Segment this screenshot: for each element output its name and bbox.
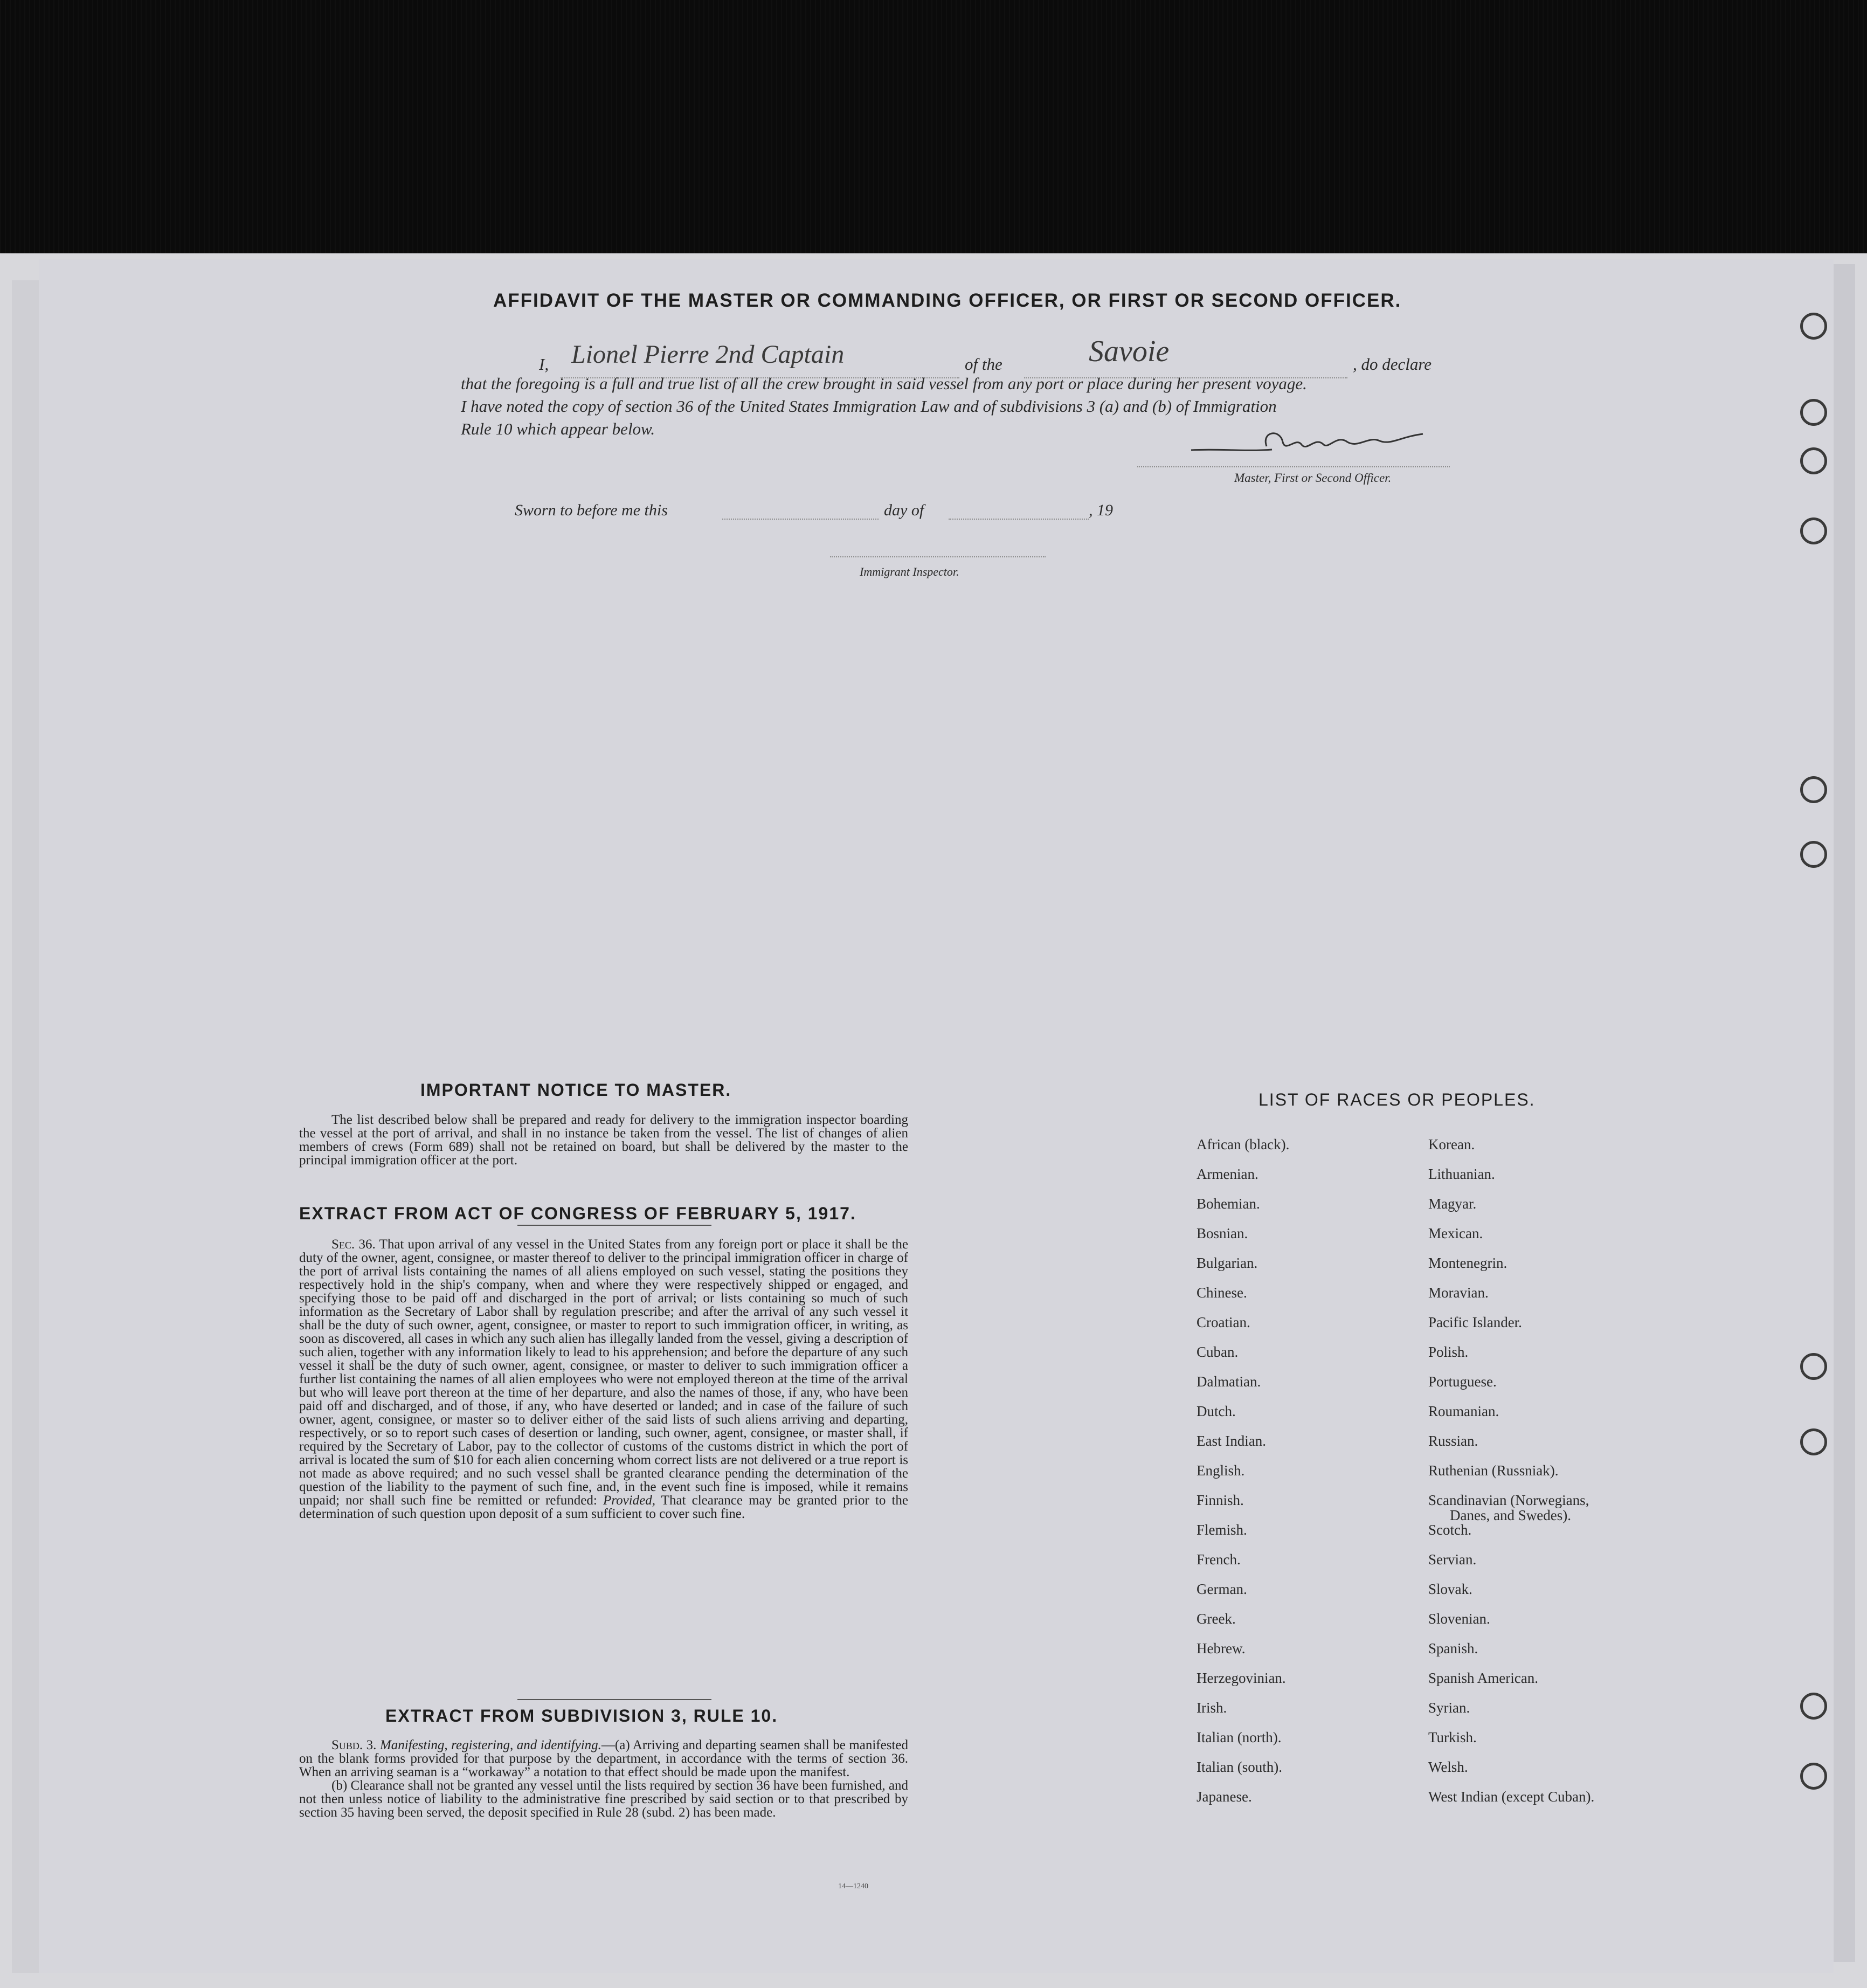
races-left-column: [1197, 1136, 1289, 1818]
race-item: Lithuanian.: [1428, 1166, 1495, 1182]
act-extract-title: EXTRACT FROM ACT OF CONGRESS OF FEBRUARY 5, 1917.: [299, 1204, 856, 1223]
subd-heading: Manifesting, registering, and identifying.: [379, 1738, 601, 1752]
race-item: Servian.: [1428, 1551, 1477, 1568]
race-item: Magyar.: [1428, 1196, 1477, 1212]
race-item: English.: [1197, 1462, 1245, 1479]
race-item: Scotch.: [1428, 1522, 1472, 1538]
race-item: East Indian.: [1197, 1433, 1266, 1449]
section-36-text: That upon arrival of any vessel in the United States from any foreign port or place it shall be the duty of the owner, agent, consignee, or master thereof to deliver to the principal immigration officer in charge of the port of arrival lists containing the names of all aliens employed on such vessel, stating the positions they respectively hold in the ship's company, when and where they were respectively shipped or engaged, and specifying those to be paid off and discharged in the port of arrival; or lists containing so much of such information as the Secretary of Labor shall by regulation prescribe; and after the arrival of any such vessel it shall be the duty of such owner, agent, consignee, or master to report to such immigration officer, in writing, as soon as discovered, all cases in which any such alien has illegally landed from the vessel, giving a description of such alien, together with any information likely to lead to his apprehension; and before the departure of any such vessel it shall be the duty of such owner, agent, consignee, or master to deliver to such immigration officer a further list containing the names of all alien employees who were not employed thereon at the time of the arrival but who will leave port thereon at the time of her departure, and also the names of those, if any, who have been paid off and discharged, and of those, if any, who have deserted or landed; and in case of the failure of such owner, agent, consignee, or master so to deliver either of the said lists of such aliens arriving and departing, respectively, or so to report such cases of desertion or landing, such owner, agent, consignee, or master shall, if required by the Secretary of Labor, pay to the collector of customs of the customs district in which the port of arrival is located the sum of $10 for each alien concerning whom correct lists are not delivered or a true report is not made as above required; and no such vessel shall be granted clearance pending the determination of the question of the liability to the payment of such fine, and, in the event such fine is imposed, while it remains unpaid; nor shall such fine be remitted or refunded:: [299, 1237, 908, 1508]
races-right-column: [1428, 1136, 1594, 1818]
race-item: Bohemian.: [1197, 1196, 1260, 1212]
year-label: , 19: [1089, 501, 1113, 519]
act-title-rule: [517, 1225, 711, 1226]
inspector-label: Immigrant Inspector.: [860, 565, 959, 578]
affidavit-title: AFFIDAVIT OF THE MASTER OR COMMANDING OFFICER, OR FIRST OR SECOND OFFICER.: [493, 290, 1402, 311]
rule-10-text: [299, 1738, 908, 1819]
day-of-label: day of: [884, 501, 924, 519]
race-item: Spanish.: [1428, 1640, 1478, 1656]
binding-hole: [1800, 399, 1827, 426]
race-item: Bosnian.: [1197, 1225, 1248, 1241]
binding-hole: [1800, 313, 1827, 340]
binding-hole: [1800, 841, 1827, 868]
binding-hole: [1800, 447, 1827, 474]
rule-divider: [517, 1699, 711, 1700]
notice-title: IMPORTANT NOTICE TO MASTER.: [420, 1080, 732, 1100]
of-the-label: of the: [965, 355, 1002, 374]
race-item-continuation: Danes, and Swedes).: [1450, 1507, 1571, 1523]
race-item: Spanish American.: [1428, 1670, 1538, 1686]
race-item: Moravian.: [1428, 1285, 1489, 1301]
race-item: Russian.: [1428, 1433, 1478, 1449]
inspector-signature-line: [830, 556, 1046, 557]
binding-hole: [1800, 1693, 1827, 1720]
race-item: Turkish.: [1428, 1729, 1477, 1745]
subd-label: Subd. 3.: [331, 1738, 377, 1752]
form-number: 14—1240: [838, 1882, 868, 1890]
race-item: Bulgarian.: [1197, 1255, 1258, 1271]
race-item: Pacific Islander.: [1428, 1314, 1522, 1330]
race-item: Ruthenian (Russniak).: [1428, 1462, 1559, 1479]
race-item: German.: [1197, 1581, 1247, 1597]
notice-body: [299, 1113, 908, 1167]
race-item: Mexican.: [1428, 1225, 1483, 1241]
sworn-day-line: [722, 519, 879, 520]
month-line: [949, 519, 1089, 520]
race-item: African (black).: [1197, 1136, 1290, 1152]
race-item: Scandinavian (Norwegians,: [1428, 1492, 1589, 1508]
signature-label: Master, First or Second Officer.: [1234, 471, 1392, 485]
affidavit-line-2: that the foregoing is a full and true list of all the crew brought in said vessel from any port or place during her present voyage.: [461, 374, 1307, 393]
race-item: Croatian.: [1197, 1314, 1250, 1330]
para-b: (b) Clearance shall not be granted any vessel until the lists required by section 36 have been furnished, and not then unless notice of liability to the administrative fine prescribed by said section or to that prescribed by section 35 having been served, the deposit specified in Rule 28 (subd. 2) has been made.: [299, 1778, 908, 1820]
race-item: Korean.: [1428, 1136, 1475, 1152]
race-item: Dalmatian.: [1197, 1373, 1261, 1390]
notice-text: The list described below shall be prepared and ready for delivery to the immigration inspector boarding the vessel at the port of arrival, and shall in no instance be taken from the vessel. The list of changes of alien members of crews (Form 689) shall not be retained on board, but shall be delivered by the master to the principal immigration officer at the port.: [299, 1113, 908, 1168]
race-item: Cuban.: [1197, 1344, 1239, 1360]
do-declare-label: , do declare: [1353, 355, 1432, 374]
provided-word: Provided,: [603, 1493, 655, 1508]
binding-hole: [1800, 1353, 1827, 1380]
signature-line: [1137, 466, 1450, 467]
race-item: French.: [1197, 1551, 1241, 1568]
race-item-scandinavian: [1428, 1492, 1594, 1522]
race-item: Flemish.: [1197, 1522, 1247, 1538]
binding-hole: [1800, 776, 1827, 803]
i-prefix: I,: [539, 355, 549, 374]
race-item: Portuguese.: [1428, 1373, 1497, 1390]
handwritten-vessel-name: Savoie: [1089, 335, 1170, 368]
race-item: Greek.: [1197, 1611, 1236, 1627]
binding-hole: [1800, 1763, 1827, 1790]
affidavit-line-3: I have noted the copy of section 36 of the United States Immigration Law and of subdivisions 3 (a) and (b) of Immigration: [461, 397, 1277, 416]
race-item: Herzegovinian.: [1197, 1670, 1286, 1686]
race-item: Slovak.: [1428, 1581, 1472, 1597]
section-36-end: That clearance may be granted prior to the determination of such question upon deposit of a sum sufficient to cover such fine.: [299, 1493, 908, 1521]
race-item: Roumanian.: [1428, 1403, 1499, 1419]
race-item: Italian (south).: [1197, 1759, 1282, 1775]
race-item: Irish.: [1197, 1700, 1227, 1716]
race-item: West Indian (except Cuban).: [1428, 1789, 1595, 1805]
race-item: Finnish.: [1197, 1492, 1244, 1508]
race-item: Montenegrin.: [1428, 1255, 1508, 1271]
affidavit-line-4: Rule 10 which appear below.: [461, 419, 655, 438]
race-item: Italian (north).: [1197, 1729, 1282, 1745]
race-item: Slovenian.: [1428, 1611, 1490, 1627]
handwritten-officer-name: Lionel Pierre 2nd Captain: [571, 340, 845, 369]
race-item: Chinese.: [1197, 1285, 1247, 1301]
para-a: —(a) Arriving and departing seamen shall be manifested on the blank forms provided for that purpose by the department, in accordance with the terms of section 36. When an arriving seaman is a “workaway” a notation to that effect should be made upon the manifest.: [299, 1738, 908, 1779]
race-item: Dutch.: [1197, 1403, 1236, 1419]
binding-hole: [1800, 517, 1827, 544]
race-item: Welsh.: [1428, 1759, 1468, 1775]
section-label: Sec. 36.: [331, 1237, 376, 1252]
rule-extract-title: EXTRACT FROM SUBDIVISION 3, RULE 10.: [385, 1706, 778, 1725]
act-section-36: [299, 1238, 908, 1521]
sworn-label: Sworn to before me this: [515, 501, 668, 519]
races-title: LIST OF RACES OR PEOPLES.: [1259, 1090, 1536, 1109]
officer-signature: [1186, 420, 1455, 464]
race-item: Hebrew.: [1197, 1640, 1246, 1656]
right-page-edge: [1834, 264, 1855, 1962]
binding-hole: [1800, 1428, 1827, 1455]
race-item: Japanese.: [1197, 1789, 1252, 1805]
left-page-edge: [12, 280, 40, 1973]
race-item: Syrian.: [1428, 1700, 1470, 1716]
race-item: Armenian.: [1197, 1166, 1259, 1182]
race-item: Polish.: [1428, 1344, 1469, 1360]
